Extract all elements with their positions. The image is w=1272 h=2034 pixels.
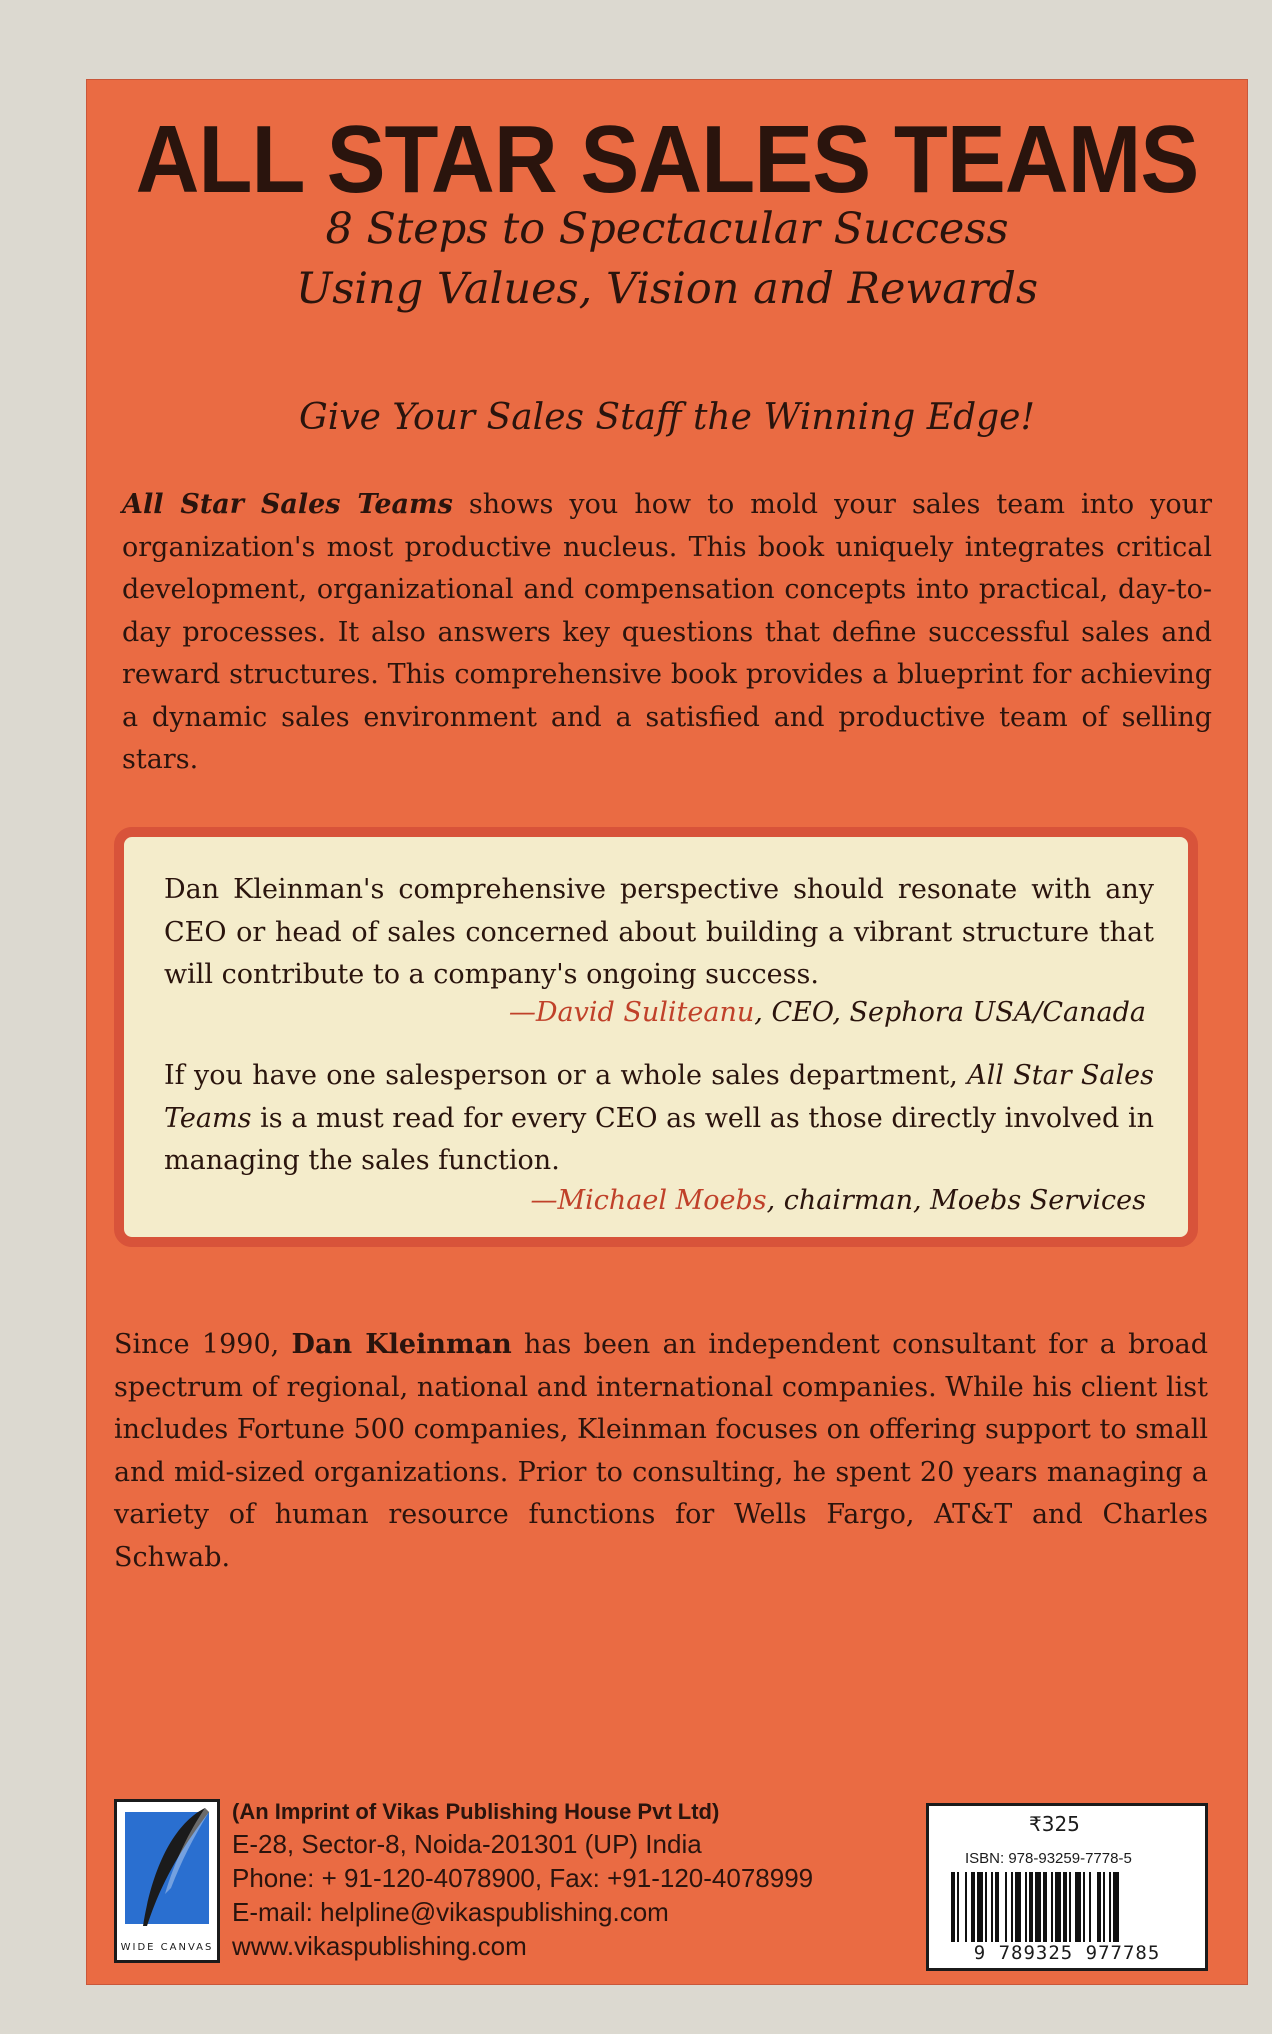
testimonial-2-text-after: is a must read for every CEO as well as those directly involved in managing the sales function. bbox=[164, 1102, 1154, 1176]
barcode-number: 9 789325 977785 bbox=[973, 1942, 1161, 1964]
publisher-logo bbox=[114, 1799, 220, 1963]
isbn: ISBN: 978-93259-7778-5 bbox=[965, 1850, 1132, 1867]
testimonial-1-name: —David Suliteanu bbox=[508, 997, 755, 1028]
testimonial-2-role: , chairman, Moebs Services bbox=[766, 1185, 1146, 1216]
bio-after: has been an independent consultant for a broad spectrum of regional, national and international companies. While his client list includes Fortune 500 companies, Kleinman focuses on offering support to small and mid-sized organizations. Prior to consulting, he spent 20 years managing a variety of human resource functions for Wells Fargo, AT&T and Charles Schwab. bbox=[114, 1329, 1208, 1573]
author-name: Dan Kleinman bbox=[291, 1329, 512, 1360]
logo-text: WIDE CANVAS bbox=[120, 1942, 214, 1953]
testimonial-2-text-before: If you have one salesperson or a whole sales department, bbox=[164, 1060, 968, 1091]
testimonial-2-text bbox=[164, 1055, 1154, 1183]
publisher-address: E-28, Sector-8, Noida-201301 (UP) India bbox=[232, 1829, 702, 1859]
blurb-text: shows you how to mold your sales team into your organization's most productive nucleus. This book uniquely integrates critical development, organizational and compensation concepts into practical, day-to-day processes. It also answers key questions that define successful sales and reward structures. This comprehensive book provides a blueprint for achieving a dynamic sales environment and a satisfied and productive team of selling stars. bbox=[122, 489, 1212, 775]
testimonial-2-attribution bbox=[530, 1185, 1146, 1216]
testimonial-1-text: Dan Kleinman's comprehensive perspective should resonate with any CEO or head of sales concerned about building a vibrant structure that will contribute to a company's ongoing success. bbox=[164, 874, 1154, 990]
testimonial-2-name: —Michael Moebs bbox=[530, 1185, 767, 1216]
book-back-cover bbox=[86, 79, 1248, 1985]
book-blurb bbox=[122, 484, 1212, 782]
testimonial-1-attribution bbox=[509, 997, 1146, 1028]
publisher-email: E-mail: helpline@vikaspublishing.com bbox=[232, 1897, 669, 1927]
price: ₹325 bbox=[1029, 1812, 1080, 1836]
book-title: ALL STAR SALES TEAMS bbox=[135, 106, 1199, 213]
blurb-book-name: All Star Sales Teams bbox=[122, 489, 453, 520]
testimonials-box bbox=[114, 827, 1198, 1247]
testimonial-1-role: , CEO, Sephora USA/Canada bbox=[754, 997, 1146, 1028]
subtitle-line-2: Using Values, Vision and Rewards bbox=[295, 264, 1039, 314]
publisher-website: www.vikaspublishing.com bbox=[232, 1931, 527, 1961]
publisher-info bbox=[232, 1797, 852, 1963]
tagline: Give Your Sales Staff the Winning Edge! bbox=[299, 397, 1035, 438]
barcode-panel bbox=[926, 1803, 1208, 1971]
barcode bbox=[949, 1872, 1185, 1942]
author-bio bbox=[114, 1324, 1208, 1579]
bio-before: Since 1990, bbox=[114, 1329, 292, 1360]
testimonial-2-book-name: All Star Sales Teams bbox=[164, 1060, 1154, 1134]
publisher-imprint: (An Imprint of Vikas Publishing House Pvt Ltd) bbox=[232, 1799, 720, 1824]
quill-feather-icon bbox=[117, 1802, 217, 1942]
publisher-phone: Phone: + 91-120-4078900, Fax: +91-120-4078999 bbox=[232, 1863, 814, 1893]
subtitle-line-1: 8 Steps to Spectacular Success bbox=[325, 204, 1009, 254]
